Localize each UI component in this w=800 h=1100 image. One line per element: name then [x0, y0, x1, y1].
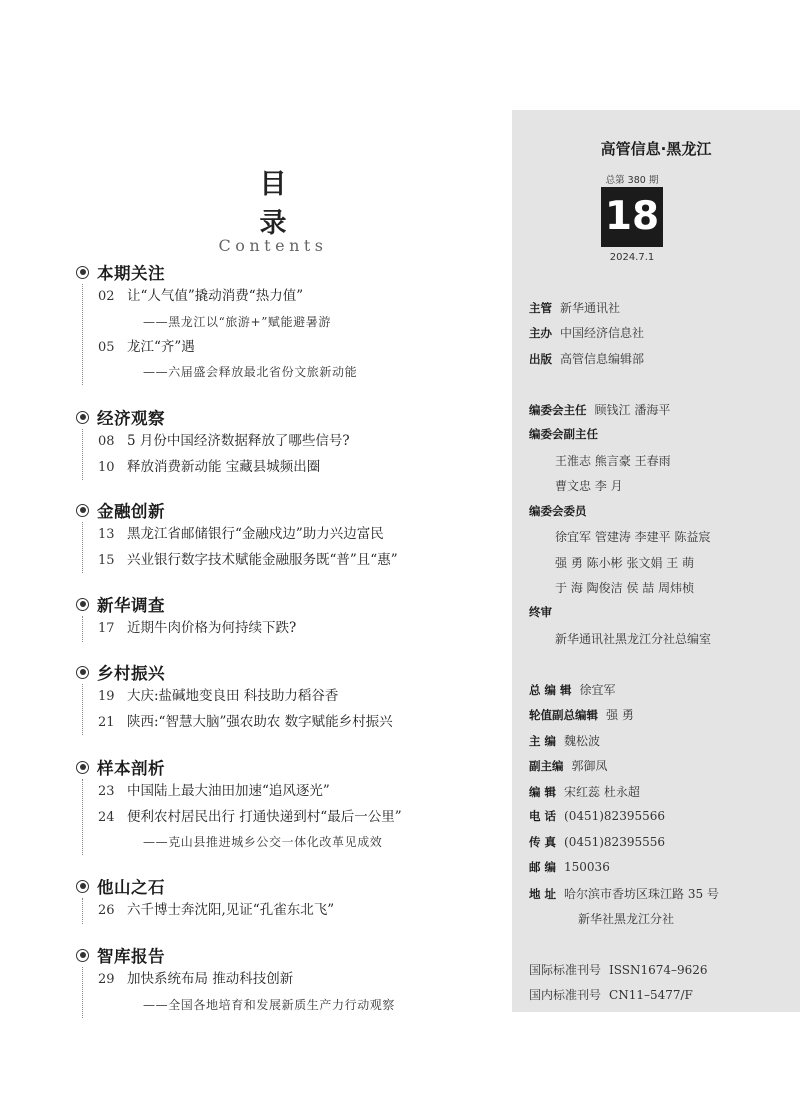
deputy-chief-row — [529, 757, 608, 774]
circle-bullet-icon — [76, 880, 89, 893]
contents-title-en: Contents — [218, 236, 328, 255]
section-title: 样本剖析 — [97, 759, 165, 778]
address-line-2: 新华社黑龙江分社 — [578, 912, 675, 926]
circle-bullet-icon — [76, 598, 89, 611]
entry-page: 10 — [98, 459, 115, 475]
entry-subtitle: ——六届盛会释放最北省份文旅新动能 — [143, 365, 358, 379]
toc-entry[interactable] — [98, 684, 496, 710]
final-review-value: 新华通讯社黑龙江分社总编室 — [555, 632, 712, 646]
rotating-deputy-label: 轮值副总编辑 — [529, 708, 598, 722]
address-label: 地 址 — [529, 887, 557, 901]
section-entries — [82, 284, 496, 385]
toc-entry[interactable] — [98, 616, 496, 642]
toc-section — [76, 660, 496, 735]
section-entries — [82, 967, 496, 1018]
contents-title — [213, 162, 333, 255]
chief-editor-label: 主 编 — [529, 734, 557, 748]
section-entries — [82, 898, 496, 924]
sponsor-value: 新华通讯社 — [560, 301, 621, 315]
toc-entry[interactable] — [98, 522, 496, 548]
entry-title: 便利农村居民出行 打通快递到村“最后一公里” — [127, 808, 402, 825]
cn-row — [529, 986, 693, 1003]
rotating-deputy-value: 强 勇 — [606, 708, 634, 722]
entry-title: 兴业银行数字技术赋能金融服务既“普”且“惠” — [127, 551, 398, 568]
issue-number-badge: 18 — [601, 187, 663, 247]
toc-entry[interactable] — [98, 548, 496, 574]
toc-section — [76, 592, 496, 642]
circle-bullet-icon — [76, 504, 89, 517]
section-title: 新华调查 — [97, 596, 165, 615]
entry-page: 02 — [98, 289, 115, 304]
section-title: 金融创新 — [97, 502, 165, 521]
entry-page: 05 — [98, 339, 115, 355]
phone-label: 电 话 — [529, 809, 557, 823]
board-deputy-names: 王淮志 熊言豪 王春雨 — [555, 454, 671, 468]
final-review-row — [529, 604, 552, 620]
entry-title: 中国陆上最大油田加速“追风逐光” — [127, 783, 330, 799]
toc-section — [76, 943, 496, 1018]
toc-section — [76, 755, 496, 855]
fax-label: 传 真 — [529, 835, 557, 849]
toc-entry[interactable] — [98, 805, 496, 831]
section-header — [76, 755, 496, 779]
circle-bullet-icon — [76, 949, 89, 962]
section-entries — [82, 684, 496, 735]
cn-value: CN11–5477/F — [609, 988, 693, 1002]
masthead-panel — [512, 110, 800, 1012]
address-value: 哈尔滨市香坊区珠江路 35 号 — [564, 887, 719, 901]
entry-title: 近期牛肉价格为何持续下跌? — [127, 620, 297, 636]
publisher-value: 高管信息编辑部 — [560, 352, 645, 366]
toc-section — [76, 405, 496, 480]
entry-title: 龙江“齐”遇 — [127, 338, 195, 355]
editor-in-chief-label: 总 编 辑 — [529, 683, 572, 697]
board-deputy-label: 编委会副主任 — [529, 427, 598, 441]
fax-value: (0451)82395556 — [564, 835, 665, 849]
issue-date: 2024.7.1 — [609, 252, 655, 263]
section-entries — [82, 779, 496, 855]
final-review-label: 终审 — [529, 605, 552, 619]
deputy-chief-value: 郭御凤 — [571, 759, 608, 773]
entry-page: 13 — [98, 527, 115, 542]
chief-editor-row — [529, 732, 600, 749]
fax-row — [529, 834, 665, 850]
sponsor-label: 主管 — [529, 301, 552, 315]
address-row — [529, 885, 719, 902]
sponsor-row — [529, 299, 620, 316]
organizer-row — [529, 324, 644, 341]
entry-page: 23 — [98, 784, 115, 799]
entry-page: 17 — [98, 621, 115, 636]
section-title: 本期关注 — [97, 264, 165, 283]
issn-label: 国际标准刊号 — [529, 963, 602, 977]
editors-label: 编 辑 — [529, 785, 557, 799]
entry-page: 15 — [98, 552, 115, 568]
section-header — [76, 592, 496, 616]
publisher-row — [529, 350, 644, 367]
circle-bullet-icon — [76, 411, 89, 424]
circle-bullet-icon — [76, 266, 89, 279]
section-entries — [82, 429, 496, 480]
board-member-names: 于 海 陶俊洁 侯 喆 周炜桢 — [555, 581, 695, 595]
deputy-chief-label: 副主编 — [529, 759, 564, 773]
entry-page: 08 — [98, 434, 115, 449]
board-members-row — [529, 503, 587, 519]
board-director-row — [529, 401, 670, 418]
entry-title: 让“人气值”撬动消费“热力值” — [127, 288, 304, 304]
organizer-value: 中国经济信息社 — [560, 326, 645, 340]
section-entries — [82, 616, 496, 642]
postcode-value: 150036 — [564, 860, 610, 874]
publication-name: 高管信息·黑龙江 — [600, 140, 712, 158]
toc-section — [76, 260, 496, 385]
issn-row — [529, 961, 708, 978]
section-header — [76, 405, 496, 429]
entry-title: 六千博士奔沈阳,见证“孔雀东北飞” — [127, 902, 335, 918]
editor-in-chief-row — [529, 681, 616, 698]
issn-value: ISSN1674–9626 — [609, 963, 708, 977]
section-title: 乡村振兴 — [97, 664, 165, 683]
entry-subtitle: ——黑龙江以“旅游+”赋能避暑游 — [143, 314, 331, 329]
board-members-label: 编委会委员 — [529, 504, 587, 518]
section-header — [76, 660, 496, 684]
phone-value: (0451)82395566 — [564, 809, 665, 823]
editor-in-chief-value: 徐宜军 — [579, 683, 616, 697]
entry-subtitle: ——克山县推进城乡公交一体化改革见成效 — [143, 835, 383, 849]
toc-entry[interactable] — [98, 284, 496, 310]
board-member-names: 徐宜军 管建涛 李建平 陈益宸 — [555, 530, 711, 544]
entry-page: 26 — [98, 903, 115, 918]
chief-editor-value: 魏松波 — [564, 734, 601, 748]
section-header — [76, 498, 496, 522]
section-header — [76, 260, 496, 284]
postcode-label: 邮 编 — [529, 860, 557, 874]
organizer-label: 主办 — [529, 326, 552, 340]
entry-title: 陕西:“智慧大脑”强农助农 数字赋能乡村振兴 — [127, 713, 393, 730]
toc-entry[interactable] — [98, 779, 496, 805]
circle-bullet-icon — [76, 666, 89, 679]
entry-title: 5 月份中国经济数据释放了哪些信号? — [127, 433, 350, 449]
editors-value: 宋红蕊 杜永超 — [564, 785, 640, 799]
entry-title: 大庆:盐碱地变良田 科技助力稻谷香 — [127, 688, 339, 704]
toc-section — [76, 874, 496, 924]
rotating-deputy-row — [529, 706, 634, 723]
section-title: 他山之石 — [97, 878, 165, 897]
entry-title: 黑龙江省邮储银行“金融戍边”助力兴边富民 — [127, 526, 384, 542]
section-header — [76, 943, 496, 967]
board-deputy-row — [529, 426, 598, 442]
phone-row — [529, 808, 665, 824]
board-deputy-names: 曹文忠 李 月 — [555, 479, 623, 493]
entry-title: 加快系统布局 推动科技创新 — [127, 971, 294, 987]
toc-entry[interactable] — [98, 898, 496, 924]
section-entries — [82, 522, 496, 573]
toc-entry[interactable] — [98, 967, 496, 993]
toc-section — [76, 498, 496, 573]
board-member-names: 强 勇 陈小彬 张文娟 王 萌 — [555, 556, 695, 570]
toc-entry[interactable] — [98, 335, 496, 361]
entry-page: 19 — [98, 689, 115, 704]
board-director-label: 编委会主任 — [529, 403, 587, 417]
section-header — [76, 874, 496, 898]
cn-label: 国内标准刊号 — [529, 988, 602, 1002]
entry-page: 21 — [98, 714, 115, 730]
toc-entry[interactable] — [98, 710, 496, 736]
postcode-row — [529, 859, 610, 875]
entry-page: 24 — [98, 809, 115, 825]
board-director-value: 顾钱江 潘海平 — [594, 403, 671, 417]
circle-bullet-icon — [76, 761, 89, 774]
issue-total: 总第 380 期 — [605, 175, 659, 186]
toc-entry[interactable] — [98, 429, 496, 455]
toc-entry[interactable] — [98, 455, 496, 481]
entry-subtitle: ——全国各地培育和发展新质生产力行动观察 — [143, 997, 396, 1012]
entry-page: 29 — [98, 972, 115, 987]
section-title: 经济观察 — [97, 409, 165, 428]
section-title: 智库报告 — [97, 947, 165, 966]
editors-row — [529, 783, 640, 800]
contents-title-cn: 目 录 — [259, 169, 305, 239]
entry-title: 释放消费新动能 宝藏县城频出圈 — [127, 458, 321, 475]
publisher-label: 出版 — [529, 352, 552, 366]
